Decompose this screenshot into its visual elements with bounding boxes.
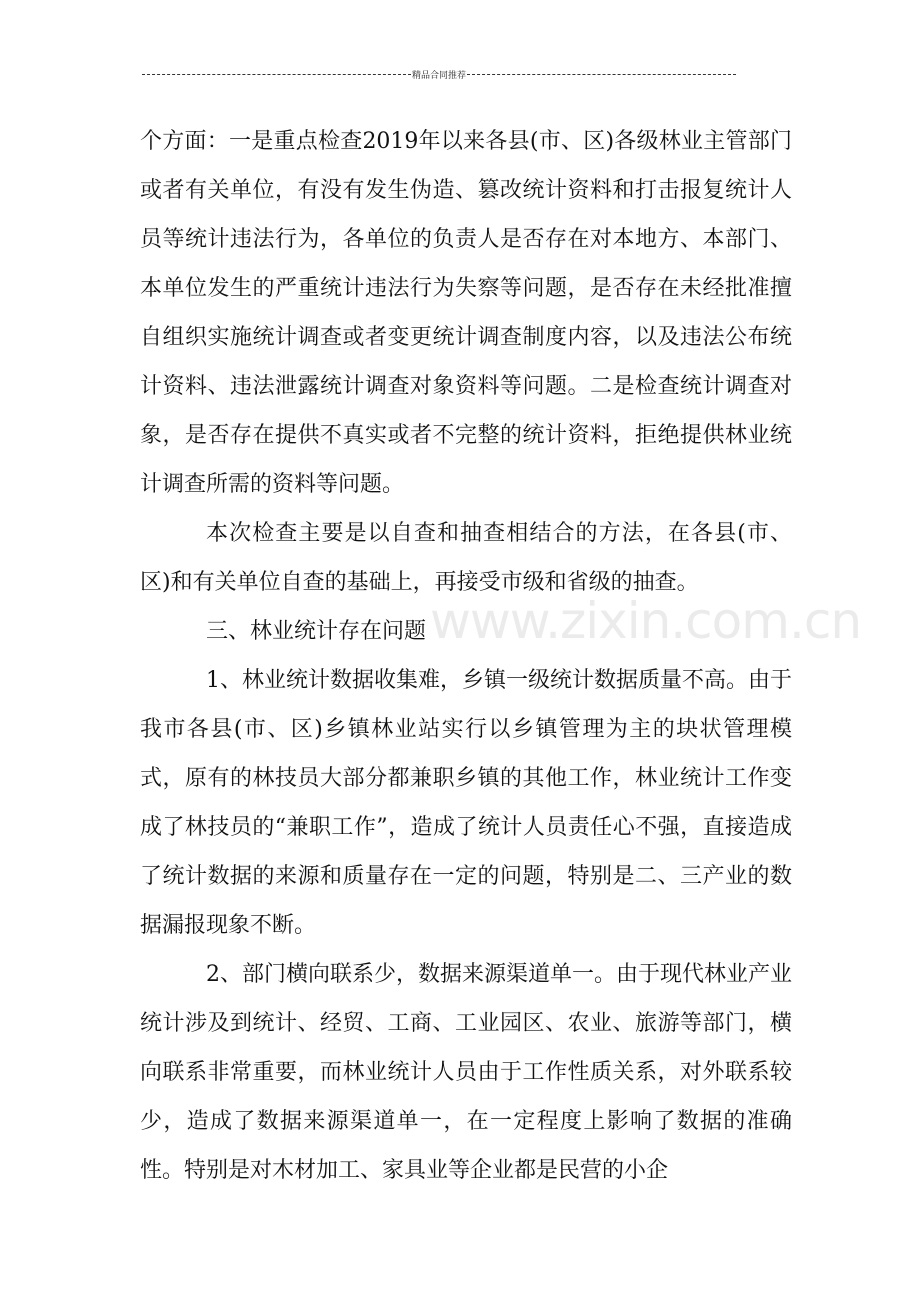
- document-body: [140, 117, 862, 1195]
- paragraph-problem-1: 1、林业统计数据收集难，乡镇一级统计数据质量不高。由于我市各县(市、区)乡镇林业站实行以乡镇管理为主的块状管理模式，原有的林技员大部分都兼职乡镇的其他工作，林业统计工作变成了林技员的“兼职工作”，造成了统计人员责任心不强，直接造成了统计数据的来源和质量存在一定的问题，特别是二、三产业的数据漏报现象不断。: [140, 668, 792, 938]
- paragraph-scope-continuation: 个方面：一是重点检查2019年以来各县(市、区)各级林业主管部门或者有关单位，有没有发生伪造、篡改统计资料和打击报复统计人员等统计违法行为，各单位的负责人是否存在对本地方、本部门、本单位发生的严重统计违法行为失察等问题，是否存在未经批准擅自组织实施统计调查或者变更统计调查制度内容，以及违法公布统计资料、违法泄露统计调查对象资料等问题。二是检查统计调查对象，是否存在提供不真实或者不完整的统计资料，拒绝提供林业统计调查所需的资料等问题。: [140, 129, 792, 497]
- header-rule-left: [142, 74, 411, 75]
- watermark: www.zixin.com.cn: [430, 592, 862, 650]
- header-rule-right: [467, 74, 736, 75]
- page-header: [142, 64, 736, 84]
- header-title: 精品合同推荐: [412, 70, 467, 81]
- paragraph-problem-2: 2、部门横向联系少，数据来源渠道单一。由于现代林业产业统计涉及到统计、经贸、工商、工业园区、农业、旅游等部门，横向联系非常重要，而林业统计人员由于工作性质关系，对外联系较少，造成了数据来源渠道单一，在一定程度上影响了数据的准确性。特别是对木材加工、家具业等企业都是民营的小企: [140, 962, 792, 1183]
- section-heading-problems: 三、林业统计存在问题: [206, 619, 427, 644]
- paragraph-inspection-method: 本次检查主要是以自查和抽查相结合的方法，在各县(市、区)和有关单位自查的基础上，再接受市级和省级的抽查。: [140, 521, 792, 595]
